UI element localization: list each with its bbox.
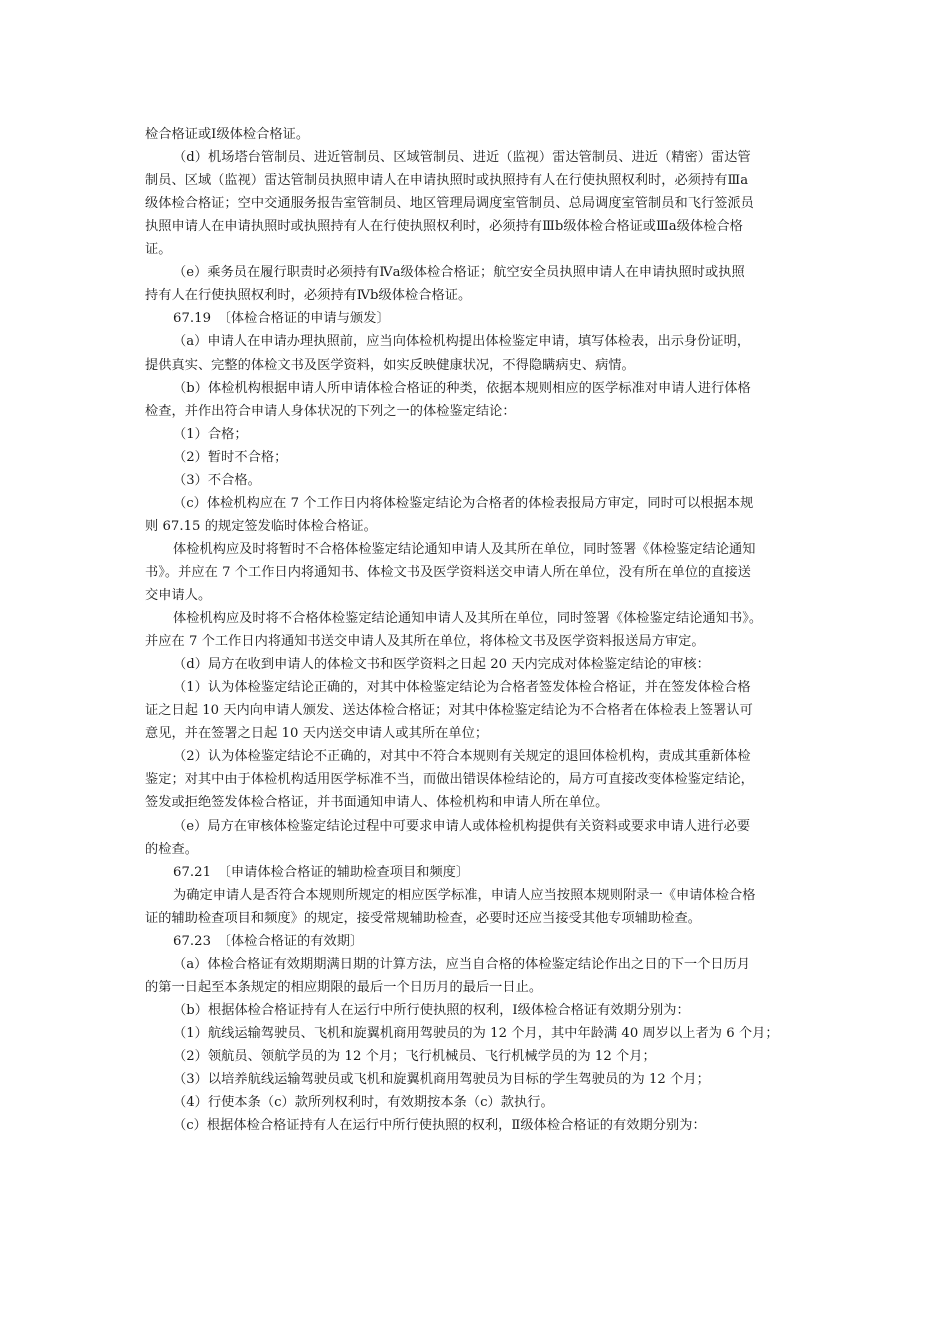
text-line: 并应在 7 个工作日内将通知书送交申请人及其所在单位，将体检文书及医学资料报送局方审定。 [145,634,705,650]
text-line: （a）体检合格证有效期期满日期的计算方法，应当自合格的体检鉴定结论作出之日的下一个日历月 [173,956,751,972]
text-line: 检查，并作出符合申请人身体状况的下列之一的体检鉴定结论： [145,403,516,419]
text-line: 为确定申请人是否符合本规则所规定的相应医学标准，申请人应当按照本规则附录一《申请体检合格 [173,887,756,903]
text-line: （1）合格； [173,426,248,442]
text-line: 证。 [145,242,172,258]
text-line: 制员、区域（监视）雷达管制员执照申请人在申请执照时或执照持有人在行使执照权利时，必须持有Ⅲa [145,173,749,189]
text-line: 证之日起 10 天内向申请人颁发、送达体检合格证；对其中体检鉴定结论为不合格者在体检表上签署认可 [145,703,753,719]
text-line: （e）局方在审核体检鉴定结论过程中可要求申请人或体检机构提供有关资料或要求申请人进行必要 [173,818,751,834]
text-line: （2）认为体检鉴定结论不正确的，对其中不符合本规则有关规定的退回体检机构，责成其重新体检 [173,749,751,765]
text-line: （d）局方在收到申请人的体检文书和医学资料之日起 20 天内完成对体检鉴定结论的审核： [173,657,710,673]
text-line: （3）不合格。 [173,472,261,488]
text-line: 级体检合格证；空中交通服务报告室管制员、地区管理局调度室管制员、总局调度室管制员和飞行签派员 [145,196,754,212]
text-line: 提供真实、完整的体检文书及医学资料，如实反映健康状况，不得隐瞒病史、病情。 [145,357,635,373]
text-line: 交申请人。 [145,588,212,603]
text-line: 67.19 〔体检合格证的申请与颁发〕 [173,311,390,327]
text-line: 的检查。 [145,841,198,857]
text-line: （1）航线运输驾驶员、飞机和旋翼机商用驾驶员的为 12 个月，其中年龄满 40 周岁以上者为 6 个月； [173,1025,779,1041]
text-line: 则 67.15 的规定签发临时体检合格证。 [145,518,377,534]
text-line: （d）机场塔台管制员、进近管制员、区域管制员、进近（监视）雷达管制员、进近（精密）雷达管 [173,150,751,166]
text-line: 持有人在行使执照权利时，必须持有Ⅳb级体检合格证。 [145,288,472,304]
text-line: （a）申请人在申请办理执照前，应当向体检机构提出体检鉴定申请，填写体检表，出示身份证明， [173,334,751,350]
text-line: （c）体检机构应在 7 个工作日内将体检鉴定结论为合格者的体检表报局方审定，同时可以根据本规 [173,495,754,511]
text-line: （2）暂时不合格； [173,449,288,465]
text-line: （c）根据体检合格证持有人在运行中所行使执照的权利，Ⅱ级体检合格证的有效期分别为： [173,1118,706,1134]
text-line: 67.21 〔申请体检合格证的辅助检查项目和频度〕 [173,864,470,880]
text-line: （2）领航员、领航学员的为 12 个月；飞行机械员、飞行机械学员的为 12 个月； [173,1049,656,1064]
text-line: 书》。并应在 7 个工作日内将通知书、体检文书及医学资料送交申请人所在单位，没有所在单位的直接送 [145,564,752,580]
text-line: 证的辅助检查项目和频度》的规定，接受常规辅助检查，必要时还应当接受其他专项辅助检查。 [145,910,701,926]
text-line: （e）乘务员在履行职责时必须持有Ⅳa级体检合格证；航空安全员执照申请人在申请执照时或执照 [173,265,745,281]
text-line: （b）根据体检合格证持有人在运行中所行使执照的权利，Ⅰ级体检合格证有效期分别为： [173,1002,690,1018]
text-line: 执照申请人在申请执照时或执照持有人在行使执照权利时，必须持有Ⅲb级体检合格证或Ⅲa级体检合格 [145,219,743,235]
text-line: 的第一日起至本条规定的相应期限的最后一个日历月的最后一日止。 [145,979,543,995]
text-line: （b）体检机构根据申请人所申请体检合格证的种类，依据本规则相应的医学标准对申请人进行体格 [173,380,751,396]
text-line: 意见，并在签署之日起 10 天内送交申请人或其所在单位； [145,726,489,742]
text-line: 鉴定；对其中由于体检机构适用医学标准不当，而做出错误体检结论的，局方可直接改变体检鉴定结论， [145,772,754,788]
text-line: 体检机构应及时将暂时不合格体检鉴定结论通知申请人及其所在单位，同时签署《体检鉴定结论通知 [173,541,756,557]
text-line: 体检机构应及时将不合格体检鉴定结论通知申请人及其所在单位，同时签署《体检鉴定结论通知书》。 [173,611,763,627]
text-line: 67.23 〔体检合格证的有效期〕 [173,933,364,949]
text-line: 检合格证或Ⅰ级体检合格证。 [145,127,310,142]
text-line: （3）以培养航线运输驾驶员或飞机和旋翼机商用驾驶员为目标的学生驾驶员的为 12 个月； [173,1072,710,1088]
text-line: （1）认为体检鉴定结论正确的，对其中体检鉴定结论为合格者签发体检合格证，并在签发体检合格 [173,680,751,696]
text-line: （4）行使本条（c）款所列权利时，有效期按本条（c）款执行。 [173,1095,554,1111]
text-line: 签发或拒绝签发体检合格证，并书面通知申请人、体检机构和申请人所在单位。 [145,795,609,811]
